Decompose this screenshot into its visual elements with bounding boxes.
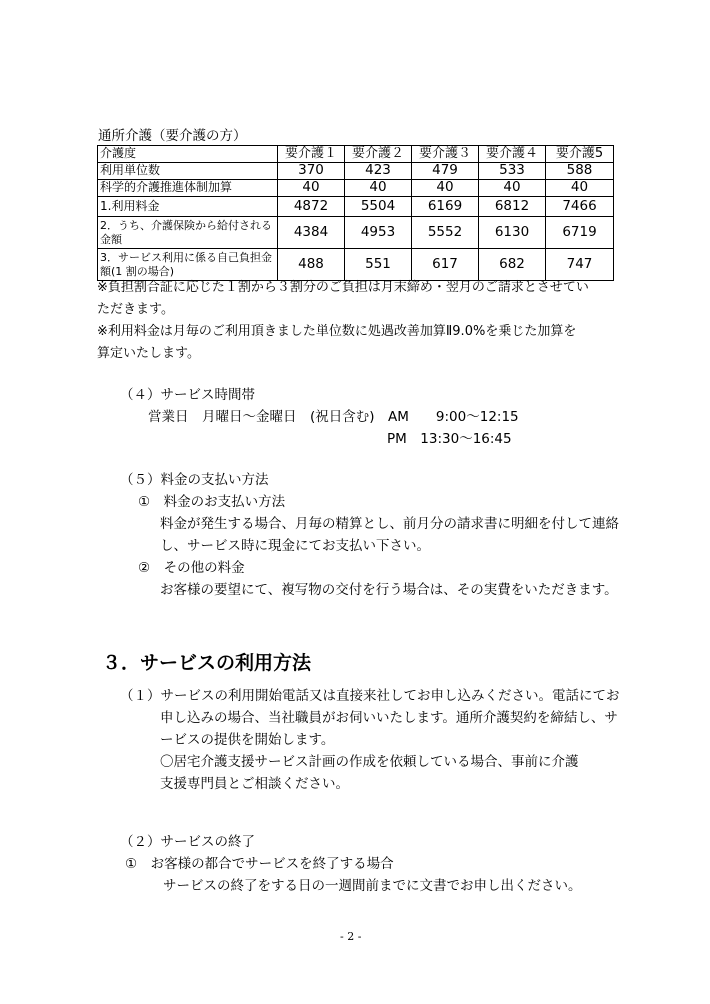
subsection-heading: （２）サービスの終了 bbox=[120, 834, 255, 850]
table-header-cell: 要介護４ bbox=[479, 146, 546, 163]
table-cell: 551 bbox=[345, 249, 412, 281]
service-hours-line: PM 13:30～16:45 bbox=[387, 431, 512, 447]
table-cell: 617 bbox=[412, 249, 479, 281]
table-cell: 479 bbox=[412, 163, 479, 180]
subsection-line: 〇居宅介護支援サービス計画の作成を依頼している場合、事前に介護 bbox=[160, 754, 579, 770]
table-cell: 488 bbox=[278, 249, 345, 281]
row-label: 科学的介護推進体制加算 bbox=[98, 180, 278, 197]
subsection-line: 申し込みの場合、当社職員がお伺いいたします。通所介護契約を締結し、サ bbox=[160, 710, 618, 726]
table-cell: 4953 bbox=[345, 217, 412, 249]
payment-item-title: ① 料金のお支払い方法 bbox=[138, 494, 286, 510]
table-cell: 40 bbox=[278, 180, 345, 197]
row-label: 1.利用料金 bbox=[98, 197, 278, 217]
table-header-cell: 介護度 bbox=[98, 146, 278, 163]
payment-item-line: し、サービス時に現金にてお支払い下さい。 bbox=[160, 538, 430, 554]
table-header-row bbox=[98, 146, 614, 163]
payment-heading: （５）料金の支払い方法 bbox=[120, 472, 269, 488]
table-cell: 40 bbox=[412, 180, 479, 197]
table-cell: 370 bbox=[278, 163, 345, 180]
table-cell: 40 bbox=[479, 180, 546, 197]
table-cell: 6130 bbox=[479, 217, 546, 249]
table-row bbox=[98, 197, 614, 217]
note-line: 算定いたします。 bbox=[97, 346, 200, 361]
note-line: ※利用料金は月毎のご利用頂きました単位数に処遇改善加算Ⅱ9.0%を乗じた加算を bbox=[97, 324, 577, 339]
table-cell: 423 bbox=[345, 163, 412, 180]
payment-item-line: お客様の要望にて、複写物の交付を行う場合は、その実費をいただきます。 bbox=[160, 582, 618, 598]
table-cell: 747 bbox=[546, 249, 614, 281]
subsection-line: 支援専門員とご相談ください。 bbox=[160, 776, 349, 792]
table-cell: 4384 bbox=[278, 217, 345, 249]
page-number: - 2 - bbox=[340, 930, 362, 943]
table-title: 通所介護（要介護の方） bbox=[98, 128, 247, 144]
subsection-line: サービスの終了をする日の一週間前までに文書でお申し出ください。 bbox=[163, 878, 582, 894]
table-cell: 6169 bbox=[412, 197, 479, 217]
service-hours-line: 営業日 月曜日～金曜日 (祝日含む) AM 9:00～12:15 bbox=[148, 409, 519, 425]
section-title: ３．サービスの利用方法 bbox=[102, 652, 312, 674]
table-header-cell: 要介護１ bbox=[278, 146, 345, 163]
note-line: ※負担割合証に応じた１割から３割分のご負担は月末締め・翌月のご請求とさせてい bbox=[97, 280, 589, 295]
payment-item-line: 料金が発生する場合、月毎の精算とし、前月分の請求書に明細を付して連絡 bbox=[160, 516, 619, 532]
table-cell: 40 bbox=[546, 180, 614, 197]
payment-item-title: ② その他の料金 bbox=[138, 560, 245, 576]
table-cell: 4872 bbox=[278, 197, 345, 217]
table-cell: 6719 bbox=[546, 217, 614, 249]
row-label: 利用単位数 bbox=[98, 163, 278, 180]
subsection-item-title: ① お客様の都合でサービスを終了する場合 bbox=[125, 856, 394, 872]
fee-table bbox=[97, 145, 614, 281]
table-header-cell: 要介護３ bbox=[412, 146, 479, 163]
table-header-cell: 要介護２ bbox=[345, 146, 412, 163]
service-hours-heading: （４）サービス時間帯 bbox=[120, 387, 255, 403]
table-cell: 682 bbox=[479, 249, 546, 281]
table-cell: 588 bbox=[546, 163, 614, 180]
table-cell: 533 bbox=[479, 163, 546, 180]
row-label: 2．うち、介護保険から給付される金額 bbox=[98, 217, 278, 249]
table-cell: 5552 bbox=[412, 217, 479, 249]
note-line: ただきます。 bbox=[97, 302, 174, 317]
table-cell: 7466 bbox=[546, 197, 614, 217]
row-label: 3．サービス利用に係る自己負担金額(1 割の場合) bbox=[98, 249, 278, 281]
table-row bbox=[98, 163, 614, 180]
subsection-line: ービスの提供を開始します。 bbox=[160, 732, 335, 748]
table-cell: 6812 bbox=[479, 197, 546, 217]
subsection-heading: （１）サービスの利用開始電話又は直接来社してお申し込みください。電話にてお bbox=[120, 688, 620, 704]
table-cell: 5504 bbox=[345, 197, 412, 217]
table-row bbox=[98, 180, 614, 197]
table-cell: 40 bbox=[345, 180, 412, 197]
table-row bbox=[98, 217, 614, 249]
table-header-cell: 要介護5 bbox=[546, 146, 614, 163]
